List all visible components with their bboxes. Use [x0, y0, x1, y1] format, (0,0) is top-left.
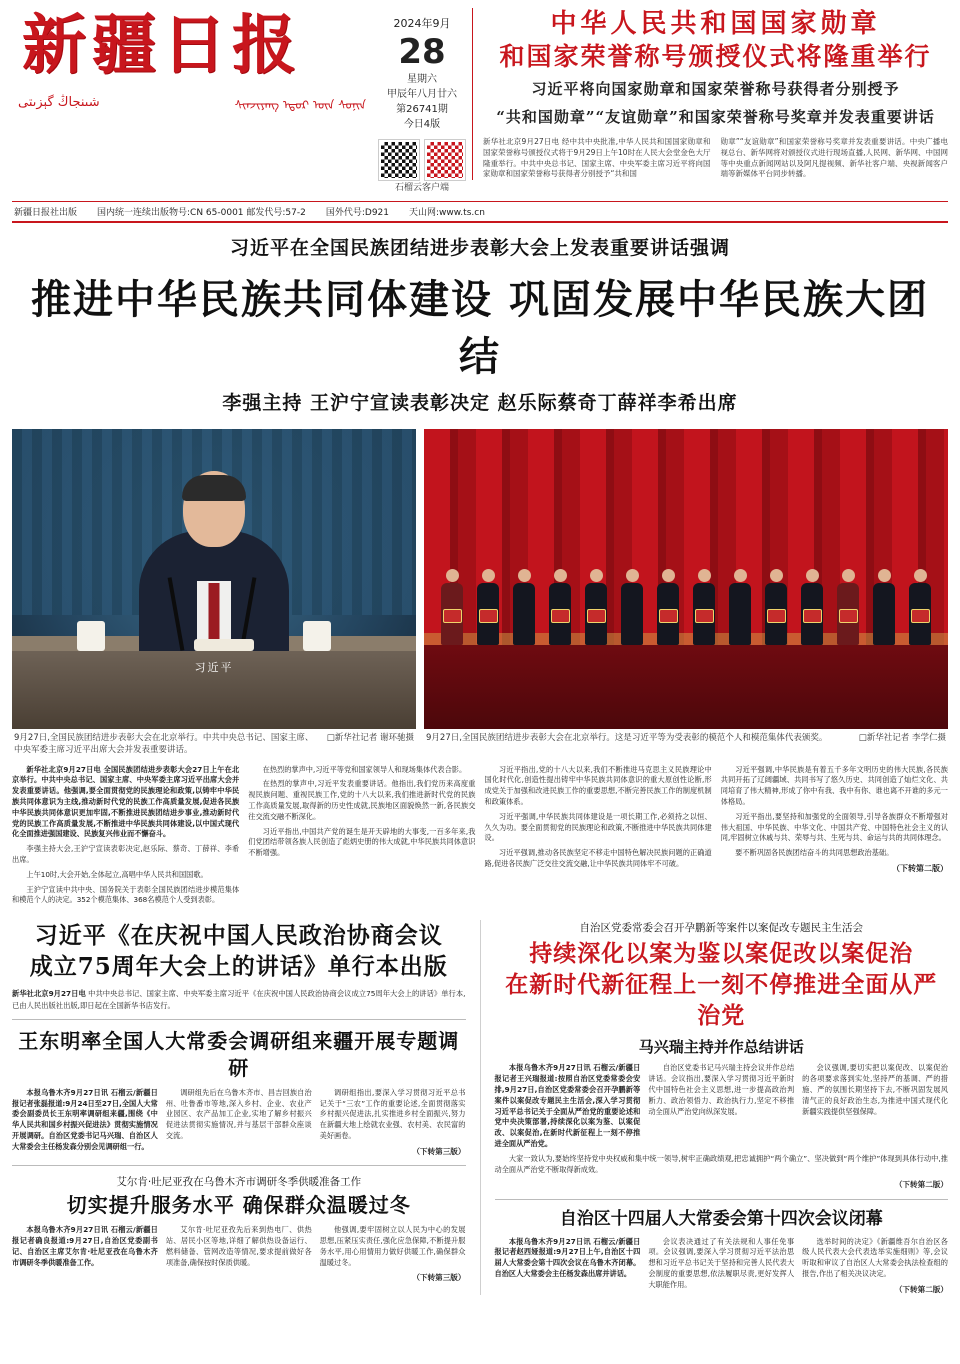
party-meeting-title-line1: 持续深化以案为鉴以案促改以案促治: [529, 940, 914, 968]
photo-figure: [477, 569, 499, 645]
photo-figure-tie: [209, 583, 220, 639]
paper-title-translations: [12, 92, 372, 113]
date-weekday: 星期六: [407, 73, 437, 85]
party-column-1: [495, 1063, 641, 1153]
article-column-3: [485, 765, 712, 911]
caption-credit: □新华社记者 谢环驰摄: [326, 733, 414, 743]
lead-headline: 推进中华民族共同体建设 巩固发展中华民族大团结: [31, 276, 929, 380]
issue-date-block: [372, 8, 472, 195]
photo-figure: [549, 569, 571, 645]
masthead-logo-column: [12, 8, 372, 113]
party-meeting-columns: [495, 1063, 949, 1153]
divider: [495, 1199, 949, 1200]
article-paragraph: 调研组先后在乌鲁木齐市、昌吉回族自治州、吐鲁番市等地,深入乡村、企业、农业产业园区、农产品加工企业,实地了解乡村振兴促进法贯彻实施情况,并与基层干部群众座谈交流。: [165, 1087, 312, 1141]
top-story-sub-line2: “共和国勋章”“友谊勋章”和国家荣誉称号奖章并发表重要讲话: [496, 108, 935, 127]
book-story-title-line1: 习近平《在庆祝中国人民政治协商会议: [34, 922, 443, 950]
page-count: 今日4版: [403, 118, 441, 130]
article-paragraph: 习近平强调,中华民族共同体建设是一项长期工作,必须持之以恒、久久为功。要全面贯彻党的民族理论和政策,不断推进中华民族共同体建设。: [484, 811, 712, 843]
photo-caption-left: [12, 729, 416, 757]
photo-figure: [729, 569, 751, 645]
issue-number: 第26741期: [396, 103, 448, 115]
top-story-title-line2: 和国家荣誉称号颁授仪式将隆重举行: [499, 41, 932, 71]
continued-marker[interactable]: （下转第二版）: [894, 1284, 948, 1294]
article-paragraph: 本报乌鲁木齐9月27日讯 石榴云/新疆日报记者张磊报道:9月24日至27日,全国人大常委会副委员长王东明率调研组来疆,围绕《中华人民共和国乡村振兴促进法》贯彻实施情况开展调研。自治区党委书记马兴瑞、自治区人大常委会主任杨发森分别会见调研组一行。: [12, 1087, 158, 1151]
lead-subhead: 李强主持 王沪宁宣读表彰决定 赵乐际蔡奇丁薛祥李希出席: [222, 392, 738, 414]
lower-left-column: [12, 920, 466, 1295]
article-paragraph: 习近平指出,党的十八大以来,我们不断推进马克思主义民族理论中国化时代化,创造性提出铸牢中华民族共同体意识的重大原创性论断,形成党关于加强和改进民族工作的重要思想,不断完善民族工作的制度机制和政策体系。: [484, 764, 712, 807]
qr-code-red-icon[interactable]: [425, 140, 465, 180]
article-paragraph: 新华社北京9月27日电 全国民族团结进步表彰大会27日上午在北京举行。中共中央总书记、国家主席、中央军委主席习近平出席大会并发表重要讲话。他强调,要全面贯彻党的民族理论和政策,以铸牢中华民族共同体意识为主线,推动新时代党的民族工作高质量发展,促进各民族中华民族共同体意识更加牢固,不断推进民族团结进步事业,推动新时代党的民族工作高质量发展,不断推进中华民族共同体建设,以中国式现代化全面推进强国建设、民族复兴伟业而不懈奋斗。: [12, 764, 240, 839]
article-paragraph: 上午10时,大会开始,全体起立,高唱中华人民共和国国歌。: [26, 869, 208, 879]
article-paragraph: 艾尔肯·吐尼亚孜先后来到热电厂、供热站、居民小区等地,详细了解供热设备运行、燃料储备、管网改造等情况,要求提前做好各项准备,确保按时保质供暖。: [165, 1225, 312, 1267]
article-paragraph: 调研组指出,要深入学习贯彻习近平总书记关于“三农”工作的重要论述,全面贯彻落实乡村振兴促进法,扎实推进乡村全面振兴,努力在新疆大地上绘就农业强、农村美、农民富的美好画卷。: [319, 1087, 466, 1141]
party-meeting-title-line2: 在新时代新征程上一刻不停推进全面从严治党: [505, 971, 938, 1030]
npc-story-columns: [12, 1088, 466, 1157]
top-story-body: [483, 137, 948, 181]
article-paragraph: 大家一致认为,要始终坚持党中央权威和集中统一领导,树牢正确政绩观,把忠诚拥护“两个确立”、坚决做到“两个维护”体现到具体行动中,推动全面从严治党不断取得新成效。: [494, 1153, 948, 1174]
article-paragraph: 他强调,要牢固树立以人民为中心的发展思想,压紧压实责任,强化应急保障,不断提升服务水平,用心用情用力做好供暖工作,确保群众温暖过冬。: [319, 1225, 466, 1267]
article-paragraph: 自治区党委书记马兴瑞主持会议并作总结讲话。会议指出,要深入学习贯彻习近平新时代中国特色社会主义思想,进一步提高政治判断力、政治领悟力、政治执行力,坚定不移推动全面从严治党向纵深发展。: [648, 1063, 795, 1116]
photo-figure: [585, 569, 607, 645]
caption-text: 9月27日,全国民族团结进步表彰大会在北京举行。这是习近平等为受表彰的模范个人和模范集体代表颁奖。: [426, 733, 828, 743]
article-paragraph: 本报乌鲁木齐9月27日讯 石榴云/新疆日报记者确良报道:9月27日,自治区党委副书记、自治区主席艾尔肯·吐尼亚孜在乌鲁木齐市调研冬季供暖准备工作。: [12, 1225, 158, 1267]
npc-column-2: [166, 1088, 312, 1157]
article-paragraph: 会议强调,要切实把以案促改、以案促治的各项要求落到实处,坚持严的基调、严的措施、严的氛围长期坚持下去,不断巩固发展风清气正的良好政治生态,为推进中国式现代化新疆实践提供坚强保障。: [802, 1063, 948, 1116]
teacup-icon: [303, 621, 331, 651]
continued-marker[interactable]: （下转第三版）: [412, 1273, 466, 1283]
paper-title-uyghur: شىنجاڭ گېزىتى: [18, 95, 100, 110]
party-meeting-kicker: 自治区党委常委会召开孕鹏新等案件以案促改专题民主生活会: [579, 922, 863, 935]
top-story-col2: 勋章”“友谊勋章”和国家荣誉称号奖章并发表重要讲话。中央广播电视总台、新华网将对颁授仪式进行现场直播,人民网、新华网、中国网等中央重点新闻网站以及阿凡提视频、新华社客户端、央视新闻客户端等新媒体平台同步转播。: [720, 136, 948, 179]
photo-figure: [873, 569, 895, 645]
photo-row: [12, 429, 948, 757]
heating-column-3: [320, 1225, 466, 1284]
party-column-4: [495, 1154, 949, 1191]
continued-marker[interactable]: （下转第三版）: [412, 1146, 466, 1156]
article-paragraph: 要不断巩固各民族团结奋斗的共同思想政治基础。: [735, 848, 894, 858]
continued-marker[interactable]: （下转第二版）: [892, 864, 948, 873]
photo-figure: [909, 569, 931, 645]
photo-right-container: [424, 429, 948, 757]
photo-floor: [424, 645, 948, 729]
photo-figure: [513, 569, 535, 645]
photo-figure: [837, 569, 859, 645]
heating-story-kicker: 艾尔肯·吐尼亚孜在乌鲁木齐市调研冬季供暖准备工作: [116, 1176, 362, 1189]
top-story-title-line1: 中华人民共和国国家勋章: [550, 9, 881, 39]
continued-marker[interactable]: （下转第二版）: [894, 1180, 948, 1190]
photo-ceremony: [424, 429, 948, 729]
article-paragraph: 会议表决通过了有关法规和人事任免事项。会议强调,要深入学习贯彻习近平法治思想和习近平总书记关于坚持和完善人民代表大会制度的重要思想,依法履职尽责,更好发挥人大职能作用。: [648, 1236, 795, 1289]
date-lunar: 甲辰年八月廿六: [387, 88, 457, 100]
paper-title: 新疆日报: [22, 8, 302, 83]
heating-column-2: [166, 1225, 312, 1284]
photo-speech: [12, 429, 416, 729]
publisher: 新疆日报社出版: [14, 208, 78, 218]
date-day: 28: [398, 31, 446, 72]
photo-figure: [657, 569, 679, 645]
article-paragraph: 习近平指出,中国共产党的诞生是开天辟地的大事变,一百多年来,我们党团结带领各族人民创造了彪炳史册的伟大成就,中华民族共同体意识不断增强。: [248, 826, 476, 858]
photo-left-container: [12, 429, 416, 757]
heating-column-1: [12, 1225, 158, 1284]
npc-column-3: [320, 1088, 466, 1157]
npc-session-title: 自治区十四届人大常委会第十四次会议闭幕: [559, 1208, 883, 1229]
divider: [12, 1165, 466, 1166]
masthead: [12, 8, 948, 197]
lead-kicker: 习近平在全国民族团结进步表彰大会上发表重要讲话强调: [229, 237, 730, 259]
publication-info-bar: [12, 202, 948, 223]
book-story-body: [12, 988, 466, 1011]
npc-session-column-1: [495, 1237, 641, 1296]
npc-column-1: [12, 1088, 158, 1157]
book-story-title-line2: 成立75周年大会上的讲话》单行本出版: [29, 953, 448, 981]
photo-figure: [621, 569, 643, 645]
website[interactable]: 天山网:www.ts.cn: [409, 208, 485, 218]
photo-figure-row: [424, 555, 948, 645]
top-story-sub-line1: 习近平将向国家勋章和国家荣誉称号获得者分别授予: [531, 79, 900, 98]
qr-code-icon[interactable]: [379, 140, 419, 180]
article-paragraph: 本报乌鲁木齐9月27日讯 石榴云/新疆日报记者王兴瑞报道:按照自治区党委常委会安排,9月27日,自治区党委常委会召开孕鹏新等案件以案促改专题民主生活会,深入学习贯彻习近平总书记关于全面从严治党的重要论述和党中央决策部署,持续深化以案为鉴、以案促改、以案促治,在新时代新征程上一刻不停推进全面从严治党。: [494, 1063, 641, 1148]
heating-story-title: 切实提升服务水平 确保群众温暖过冬: [66, 1193, 411, 1218]
top-story-col1: 新华社北京9月27日电 经中共中央批准,中华人民共和国国家勋章和国家荣誉称号颁授仪式将于9月29日上午10时在人民大会堂金色大厅隆重举行。中共中央总书记、国家主席、中央军委主席习近平将向国家勋章和国家荣誉称号获得者分别授予“共和国: [483, 136, 711, 179]
photo-figure: [441, 569, 463, 645]
divider: [12, 1019, 466, 1020]
qr-label: 石榴云客户端: [394, 182, 449, 193]
paper-title-mongolian: ᠰᠢᠨᠵᠢᠶᠠᠩ ᠡᠳᠦᠷ ᠦᠨ ᠰᠣᠨᠢᠨ: [234, 98, 366, 112]
cn-number: 国内统一连续出版物号:CN 65-0001 邮发代号:57-2: [97, 208, 306, 218]
photo-figure: [801, 569, 823, 645]
article-paragraph: 在热烈的掌声中,习近平等党和国家领导人和现场集体代表合影。: [262, 764, 467, 774]
caption-text: 9月27日,全国民族团结进步表彰大会在北京举行。中共中央总书记、国家主席、中央军委主席习近平出席大会并发表重要讲话。: [14, 733, 314, 756]
article-paragraph: 习近平指出,要坚持和加强党的全面领导,引导各族群众不断增强对伟大祖国、中华民族、中华文化、中国共产党、中国特色社会主义的认同,牢固树立休戚与共、荣辱与共、生死与共、命运与共的共同体理念。: [720, 811, 948, 843]
article-paragraph: 王沪宁宣读中共中央、国务院关于表彰全国民族团结进步模范集体和模范个人的决定。352个模范集体、368名模范个人受到表彰。: [12, 884, 240, 905]
photo-figure-hair: [182, 475, 246, 501]
article-paragraph: 李强主持大会,王沪宁宣读表彰决定,赵乐际、蔡奇、丁薛祥、李希出席。: [12, 844, 240, 864]
article-column-1: [12, 765, 239, 911]
desk-nameplate: [194, 639, 254, 651]
overseas-code: 国外代号:D921: [325, 208, 390, 218]
article-paragraph: 在热烈的掌声中,习近平发表重要讲话。他指出,我们党历来高度重视民族问题、重视民族工作,党的十八大以来,我们推进新时代党的民族工作高质量发展,取得新的历史性成就,民族地区面貌焕然一新,各民族交往交流交融不断深化。: [248, 779, 476, 821]
npc-story-title: 王东明率全国人大常委会调研组来疆开展专题调研: [18, 1028, 460, 1080]
party-column-3: [802, 1063, 948, 1153]
photo-figure: [693, 569, 715, 645]
article-paragraph: 本报乌鲁木齐9月27日讯 石榴云/新疆日报记者赵西娅报道:9月27日上午,自治区十四届人大常委会第十四次会议在乌鲁木齐闭幕。自治区人大常委会主任杨发森出席并讲话。: [494, 1236, 641, 1279]
qr-codes: [372, 140, 472, 180]
party-meeting-subtitle: 马兴瑞主持并作总结讲话: [638, 1038, 804, 1057]
npc-session-columns: [495, 1237, 949, 1296]
photo-figure: [765, 569, 787, 645]
lower-right-column: [495, 920, 949, 1295]
dateline: 新华社北京9月27日电: [12, 989, 86, 999]
article-paragraph: 选举时间的决定》《新疆维吾尔自治区各级人民代表大会代表选举实施细则》等,会议听取和审议了自治区人大常委会执法检查组的报告,作出了相关决议决定。: [802, 1236, 948, 1279]
column-separator: [480, 920, 481, 1295]
article-paragraph: 习近平强调,中华民族是有着五千多年文明历史的伟大民族,各民族共同开拓了辽阔疆域、共同书写了悠久历史、共同创造了灿烂文化、共同培育了伟大精神,形成了你中有我、我中有你、谁也离不开谁的多元一体格局。: [720, 764, 948, 807]
party-column-2: [648, 1063, 794, 1153]
heating-story-columns: [12, 1225, 466, 1284]
teacup-icon: [77, 621, 105, 651]
lead-headline-block: [12, 223, 948, 421]
lower-section: [12, 920, 948, 1295]
main-article-body: [12, 765, 948, 911]
caption-credit: □新华社记者 李学仁摄: [858, 733, 946, 743]
book-story-text: 中共中央总书记、国家主席、中央军委主席习近平《在庆祝中国人民政治协商会议成立75周年大会上的讲话》单行本,已由人民出版社出版,即日起在全国新华书店发行。: [12, 989, 466, 1010]
npc-session-column-3: [802, 1237, 948, 1296]
article-column-2: [248, 765, 475, 911]
photo-nameplate-text: 习近平: [194, 661, 234, 674]
top-story: [472, 8, 948, 180]
photo-caption-right: [424, 729, 948, 744]
article-column-4: [721, 765, 948, 911]
npc-session-column-2: [648, 1237, 794, 1296]
date-gregorian: 2024年9月: [393, 17, 451, 30]
article-paragraph: 习近平强调,推动各民族坚定不移走中国特色解决民族问题的正确道路,促进各民族广泛交往交流交融,让中华民族共同体牢不可破。: [484, 848, 712, 868]
